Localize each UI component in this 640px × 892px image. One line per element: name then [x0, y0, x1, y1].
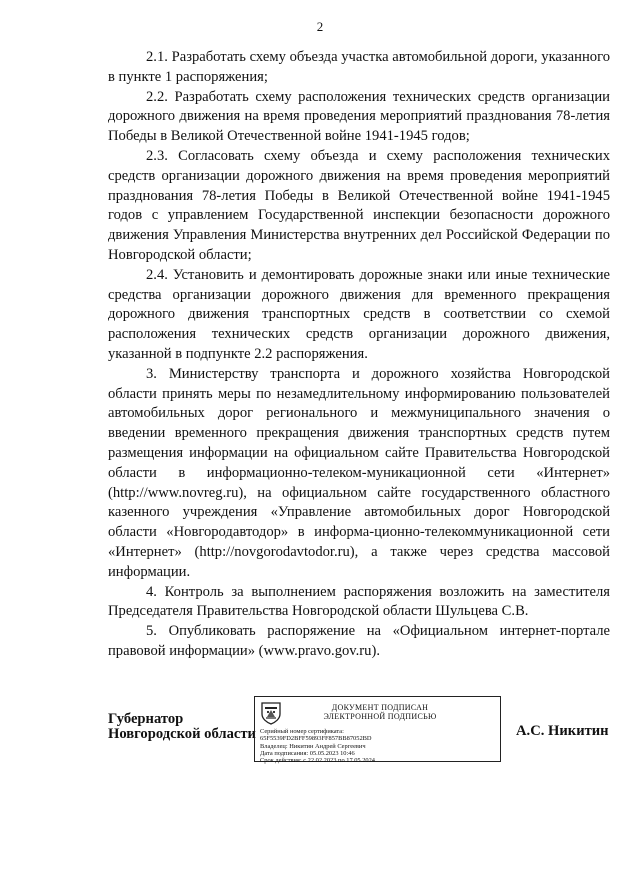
paragraph-2-3: 2.3. Согласовать схему объезда и схему расположения технических средств организации дорожного движения на время проведения мероприятий празднования 78-летия Победы в Великой Отечественной войне 1941-1945 годов с управлением Государственной инспекции безопасности дорожного движения Управления Министерства внутренних дел Российской Федерации по Новгородской области; [108, 147, 610, 263]
paragraph-4: 4. Контроль за выполнением распоряжения возложить на заместителя Председателя Правительства Новгородской области Шульцева С.В. [108, 583, 610, 620]
electronic-signature-stamp [254, 696, 501, 765]
paragraph-3: 3. Министерству транспорта и дорожного хозяйства Новгородской области принять меры по незамедлительному информированию пользователей автомобильных дорог регионального и межмуниципального значения о введении временного прекращения движения транспортных средств путем размещения информации на официальном сайте Правительства Новгородской области в информационно-телеком-муникационной сети «Интернет» (http://www.novreg.ru), на официальном сайте государственного областного казенного учреждения «Управление автомобильных дорог Новгородской области «Новгородавтодор» в информа-ционно-телекоммуникационной сети «Интернет» (http://novgorodavtodor.ru), а также через средства массовой информации. [108, 365, 610, 580]
stamp-validity: Срок действия: с 22.02.2023 по 17.05.2024 [260, 757, 376, 765]
paragraph-2-1: 2.1. Разработать схему объезда участка автомобильной дороги, указанного в пункте 1 распоряжения; [108, 49, 610, 85]
page-number: 2 [316, 19, 324, 34]
stamp-serial-value: 65F5539FD2BFF59893FF857BB87052BD [260, 735, 372, 743]
stamp-heading [295, 703, 465, 721]
coat-of-arms-icon [260, 701, 282, 725]
stamp-heading-line2: ЭЛЕКТРОННОЙ ПОДПИСЬЮ [323, 712, 437, 721]
document-body [108, 48, 610, 662]
paragraph-5: 5. Опубликовать распоряжение на «Официальном интернет-портале правовой информации» (www.pravo.gov.ru). [108, 623, 610, 659]
paragraph-2-4: 2.4. Установить и демонтировать дорожные знаки или иные технические средства организации дорожного движения для временного прекращения дорожного движения транспортных средств в соответствии со схемой расположения технических средств организации дорожного движения, указанной в подпункте 2.2 распоряжения. [108, 266, 610, 362]
stamp-signed-date: Дата подписания: 05.05.2023 10:46 [260, 749, 355, 757]
signatory-title [108, 712, 256, 742]
stamp-details [260, 728, 375, 764]
paragraph-2-2: 2.2. Разработать схему расположения технических средств организации дорожного движения на время проведения мероприятий празднования 78-летия Победы в Великой Отечественной войне 1941-1945 годов; [108, 88, 610, 145]
signatory-title-line1: Губернатор [108, 711, 184, 727]
stamp-owner: Владелец: Никитин Андрей Сергеевич [260, 742, 366, 750]
signatory-title-line2: Новгородской области [108, 726, 256, 742]
signatory-name: А.С. Никитин [516, 723, 609, 739]
stamp-serial-label: Серийный номер сертификата: [260, 728, 344, 735]
signature-block [0, 696, 640, 766]
stamp-heading-line1: ДОКУМЕНТ ПОДПИСАН [331, 703, 429, 712]
